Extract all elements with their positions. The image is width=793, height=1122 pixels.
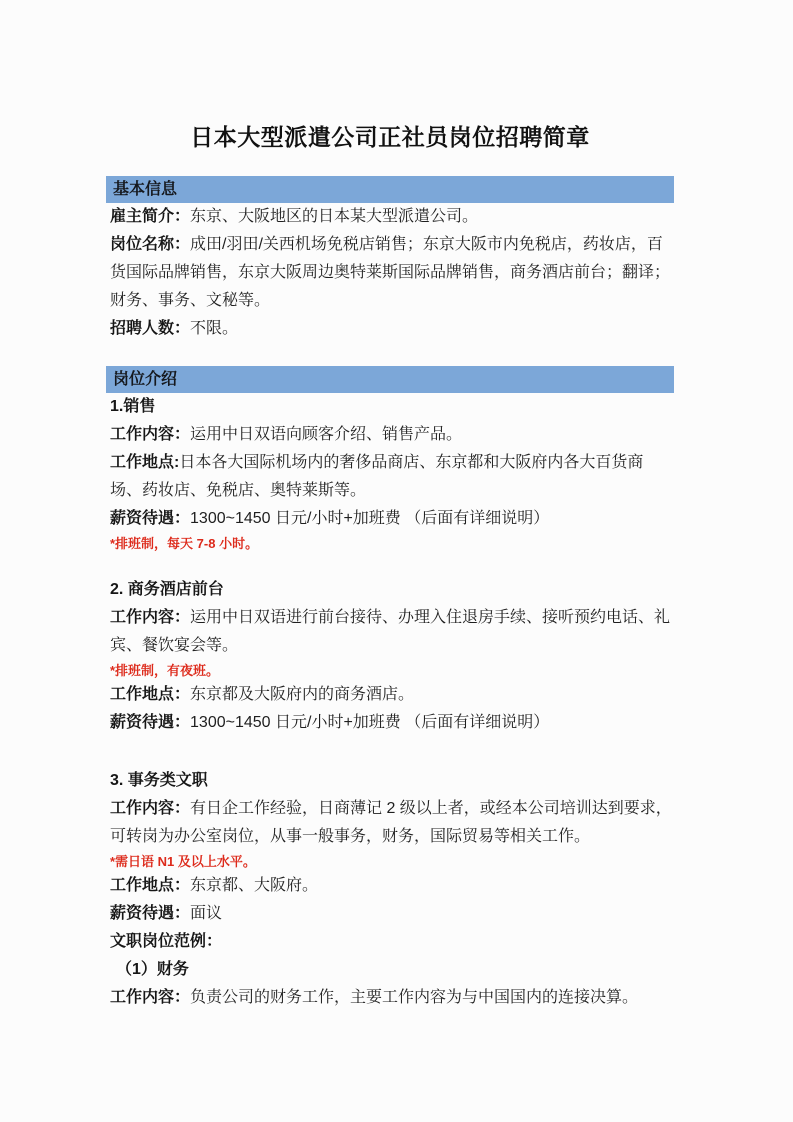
job-intro-body [106, 393, 674, 1012]
job-intro-section [106, 366, 674, 1012]
duty-value: 负责公司的财务工作，主要工作内容为与中国国内的连接决算。 [190, 989, 639, 1006]
job-name-label: 岗位名称： [110, 236, 191, 253]
job-name-value: 成田/羽田/关西机场免税店销售；东京大阪市内免税店，药妆店，百货国际品牌销售，东京大阪周边奥特莱斯国际品牌销售，商务酒店前台；翻译；财务、事务、文秘等。 [110, 236, 671, 309]
location-value: 日本各大国际机场内的奢侈品商店、东京都和大阪府内各大百货商场、药妆店、免税店、奥特莱斯等。 [110, 454, 644, 499]
job-3-salary-row [110, 900, 674, 928]
duty-label: 工作内容： [110, 800, 191, 817]
job-1-title: 1.销售 [110, 398, 156, 415]
job-intro-header-label: 岗位介绍 [113, 371, 178, 388]
location-value: 东京都及大阪府内的商务酒店。 [190, 686, 415, 703]
basic-info-body [106, 203, 674, 343]
salary-value: 1300~1450 日元/小时+加班费 （后面有详细说明） [190, 714, 550, 731]
job-2-hotel-front-desk [110, 576, 674, 737]
job-3-location-row [110, 872, 674, 900]
employer-value: 东京、大阪地区的日本某大型派遣公司。 [190, 208, 479, 225]
employer-label: 雇主简介： [110, 208, 191, 225]
job-intro-header-bar [106, 366, 674, 393]
salary-label: 薪资待遇： [110, 510, 191, 527]
example-1-duty-row [110, 984, 674, 1012]
headcount-label: 招聘人数： [110, 320, 191, 337]
basic-info-header-bar [106, 176, 674, 203]
location-label: 工作地点: [110, 454, 180, 471]
employer-row [110, 203, 674, 231]
job-2-duty-row [110, 604, 674, 660]
job-1-sales [110, 393, 674, 554]
location-value: 东京都、大阪府。 [190, 877, 319, 894]
job-2-location-row [110, 681, 674, 709]
example-1-finance-title: （1）财务 [116, 961, 189, 978]
basic-info-section [106, 176, 674, 343]
duty-label: 工作内容： [110, 426, 191, 443]
salary-value: 1300~1450 日元/小时+加班费 （后面有详细说明） [190, 510, 550, 527]
job-1-salary-row [110, 505, 674, 533]
job-1-location-row [110, 449, 674, 505]
duty-value: 有日企工作经验，日商薄记 2 级以上者，或经本公司培训达到要求，可转岗为办公室岗位，从事一般事务，财务，国际贸易等相关工作。 [110, 800, 672, 845]
job-1-duty-row [110, 421, 674, 449]
job-3-language-note: *需日语 N1 及以上水平。 [110, 854, 256, 869]
headcount-value: 不限。 [190, 320, 239, 337]
job-3-title: 3. 事务类文职 [110, 772, 208, 789]
job-2-shift-note: *排班制，有夜班。 [110, 663, 220, 678]
salary-label: 薪资待遇： [110, 714, 191, 731]
job-2-salary-row [110, 709, 674, 737]
duty-label: 工作内容： [110, 989, 191, 1006]
salary-label: 薪资待遇： [110, 905, 191, 922]
basic-info-header-label: 基本信息 [113, 181, 178, 198]
duty-value: 运用中日双语向顾客介绍、销售产品。 [190, 426, 463, 443]
job-2-title: 2. 商务酒店前台 [110, 581, 224, 598]
duty-value: 运用中日双语进行前台接待、办理入住退房手续、接听预约电话、礼宾、餐饮宴会等。 [110, 609, 671, 654]
job-3-duty-row [110, 795, 674, 851]
document-content [106, 120, 674, 1012]
location-label: 工作地点： [110, 686, 191, 703]
salary-value: 面议 [190, 905, 223, 922]
location-label: 工作地点： [110, 877, 191, 894]
job-name-row [110, 231, 674, 315]
page-title: 日本大型派遣公司正社员岗位招聘简章 [190, 124, 590, 150]
clerical-examples-header: 文职岗位范例： [110, 933, 223, 950]
job-3-clerical [110, 767, 674, 1012]
duty-label: 工作内容： [110, 609, 191, 626]
headcount-row [110, 315, 674, 343]
job-1-shift-note: *排班制，每天 7-8 小时。 [110, 536, 259, 551]
